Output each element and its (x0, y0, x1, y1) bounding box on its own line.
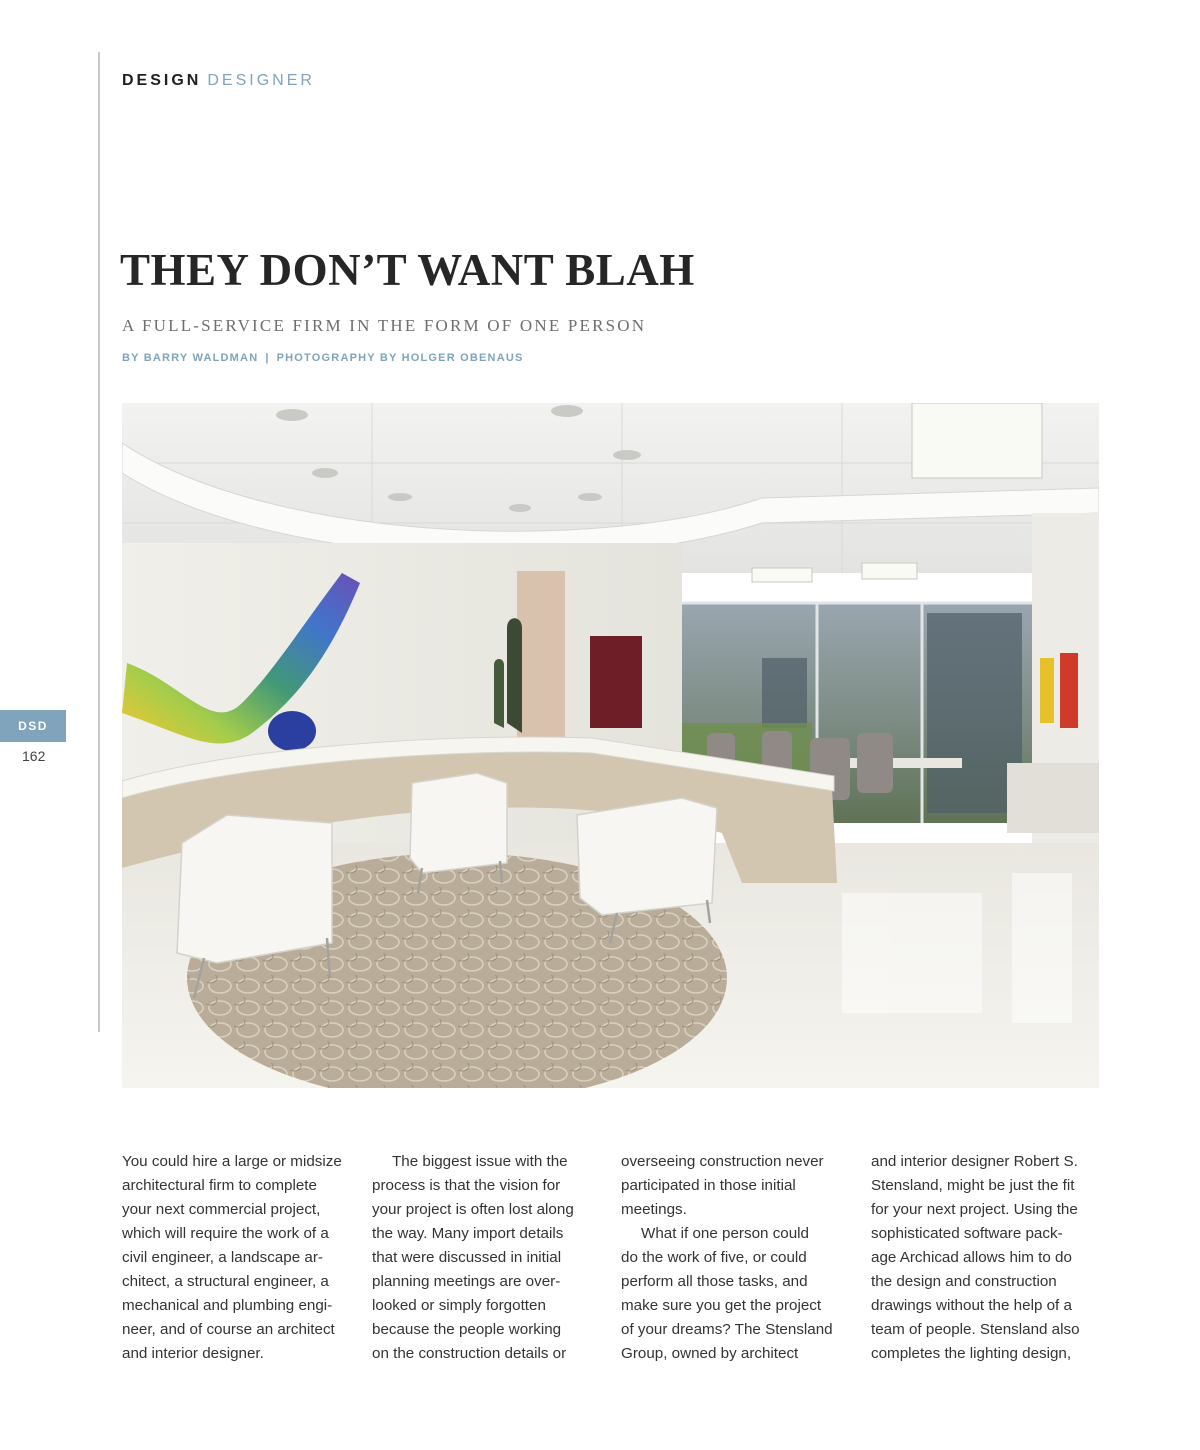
section-tab-dsd: DSD (0, 710, 66, 742)
body-line: architectural firm to complete (122, 1177, 317, 1194)
body-line: civil engineer, a landscape ar- (122, 1249, 323, 1266)
body-line: of your dreams? The Stensland (621, 1321, 833, 1338)
body-line: Group, owned by architect (621, 1345, 799, 1362)
body-line: participated in those initial (621, 1177, 796, 1194)
article-title: THEY DON’T WANT BLAH (120, 245, 695, 295)
page-margin-rule (98, 52, 100, 1032)
byline-photographer: PHOTOGRAPHY BY HOLGER OBENAUS (276, 352, 524, 364)
body-line: and interior designer Robert S. (871, 1153, 1078, 1170)
body-line: do the work of five, or could (621, 1249, 807, 1266)
body-line: the design and construction (871, 1273, 1057, 1290)
body-column-3 (621, 1150, 846, 1366)
office-interior-photo (122, 403, 1099, 1088)
body-line: perform all those tasks, and (621, 1273, 808, 1290)
body-line: overseeing construction never (621, 1153, 824, 1170)
body-line: team of people. Stensland also (871, 1321, 1080, 1338)
body-line: which will require the work of a (122, 1225, 329, 1242)
body-line: completes the lighting design, (871, 1345, 1072, 1362)
body-line: neer, and of course an architect (122, 1321, 335, 1338)
section-label-strong: DESIGN (122, 72, 202, 89)
body-line: The biggest issue with the (392, 1153, 568, 1170)
body-line: make sure you get the project (621, 1297, 822, 1314)
byline-author: BY BARRY WALDMAN (122, 352, 259, 364)
body-column-4 (871, 1150, 1096, 1366)
article-deck: A FULL-SERVICE FIRM IN THE FORM OF ONE PERSON (122, 316, 647, 335)
body-line: What if one person could (641, 1225, 810, 1242)
body-line: the way. Many import details (372, 1225, 564, 1242)
body-line: because the people working (372, 1321, 562, 1338)
body-line: your project is often lost along (372, 1201, 574, 1218)
body-line: looked or simply forgotten (372, 1297, 546, 1314)
body-column-2 (372, 1150, 597, 1366)
body-line: that were discussed in initial (372, 1249, 562, 1266)
body-line: for your next project. Using the (871, 1201, 1078, 1218)
section-label-light: DESIGNER (207, 72, 315, 89)
body-line: drawings without the help of a (871, 1297, 1072, 1314)
body-line: on the construction details or (372, 1345, 567, 1362)
body-line: meetings. (621, 1201, 687, 1218)
byline-separator: | (265, 352, 270, 364)
article-body (122, 1150, 1099, 1420)
body-line: You could hire a large or midsize (122, 1153, 342, 1170)
body-line: your next commercial project, (122, 1201, 321, 1218)
section-label (122, 72, 315, 90)
body-column-1 (122, 1150, 347, 1366)
body-line: chitect, a structural engineer, a (122, 1273, 329, 1290)
byline (122, 352, 524, 364)
body-line: age Archicad allows him to do (871, 1249, 1072, 1266)
body-line: sophisticated software pack- (871, 1225, 1063, 1242)
body-line: Stensland, might be just the fit (871, 1177, 1075, 1194)
page-number: 162 (22, 748, 46, 764)
body-line: planning meetings are over- (372, 1273, 561, 1290)
body-line: and interior designer. (122, 1345, 264, 1362)
body-line: process is that the vision for (372, 1177, 561, 1194)
body-line: mechanical and plumbing engi- (122, 1297, 333, 1314)
